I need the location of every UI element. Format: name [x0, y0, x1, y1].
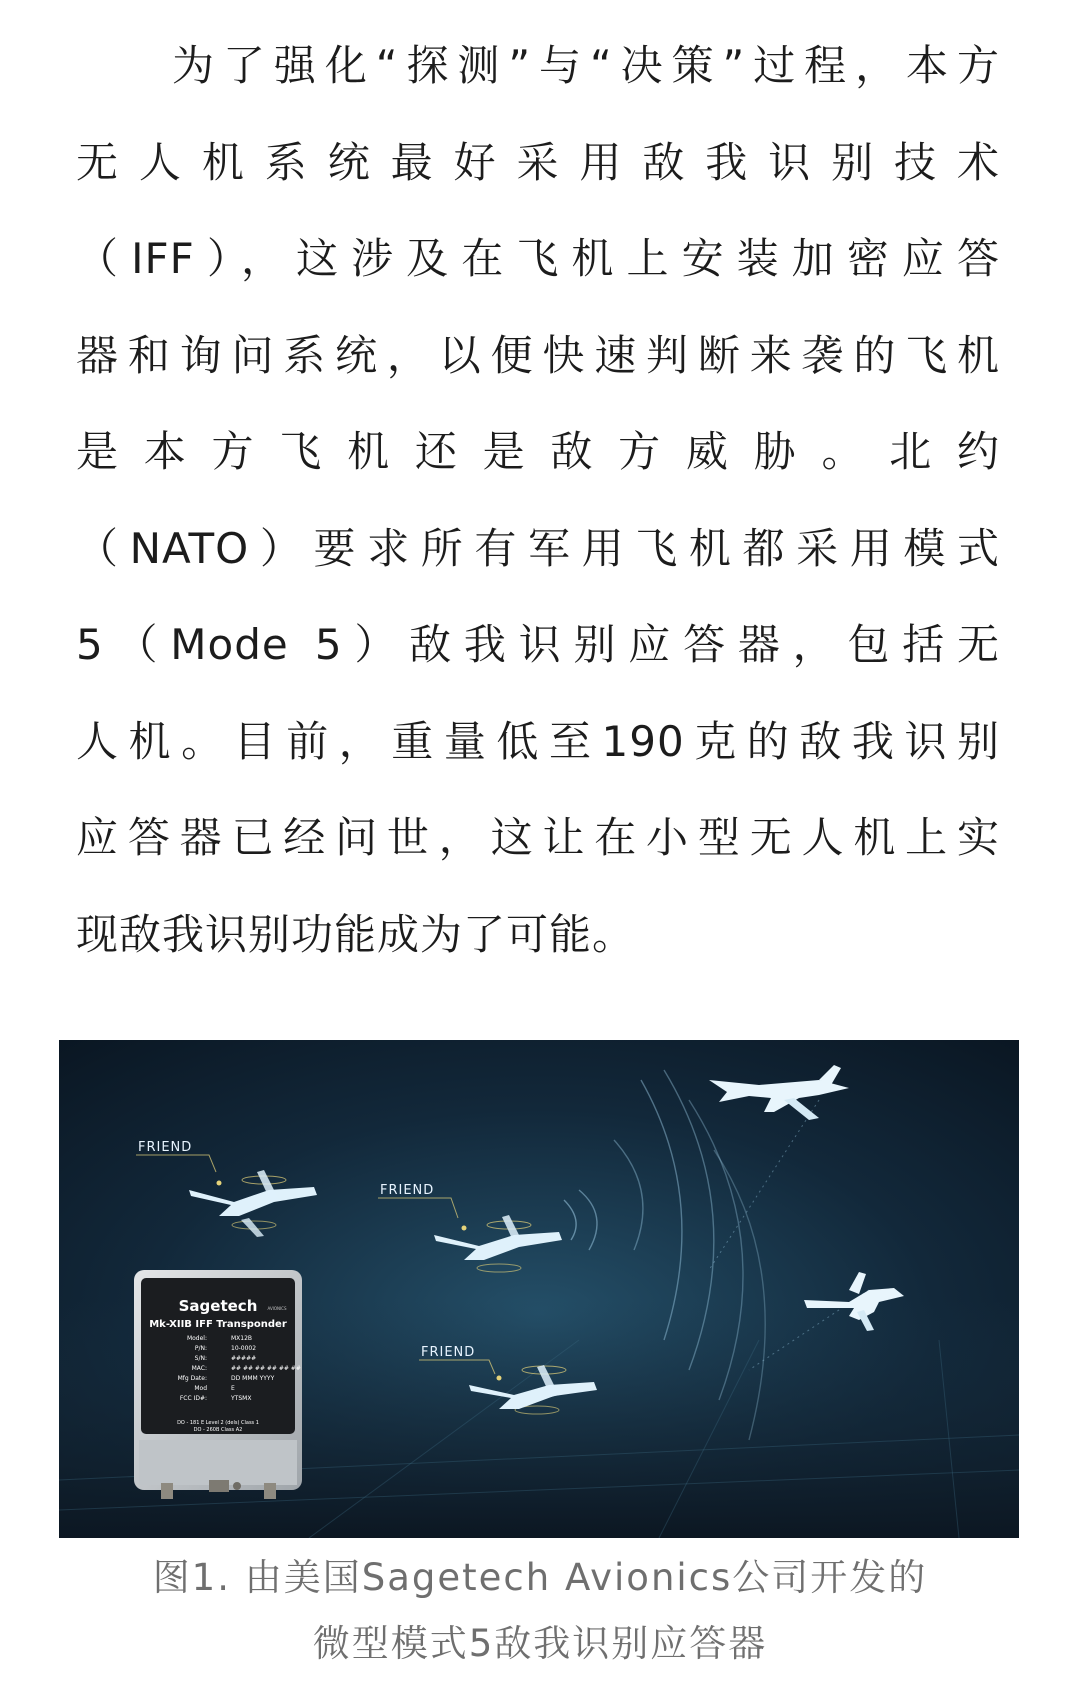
paragraph-line: 为了强化“探测”与“决策”过程，本方 — [172, 41, 1000, 90]
caption-line: 微型模式5敌我识别应答器 — [312, 1622, 768, 1665]
device-spec-value: E — [231, 1385, 235, 1392]
paragraph-line: （IFF），这涉及在飞机上安装加密应答 — [76, 234, 1000, 283]
device-spec-label: Mod — [194, 1385, 207, 1392]
friend-label: FRIEND — [138, 1140, 193, 1155]
paragraph-line: 人机。目前，重量低至190克的敌我识别 — [76, 716, 1000, 766]
caption-line: 图1. 由美国Sagetech Avionics公司开发的 — [152, 1556, 928, 1599]
device-footer-line: DO - 260B Class A2 — [193, 1427, 243, 1433]
device-brand-suffix: AVIONICS — [267, 1306, 287, 1311]
article-body — [76, 18, 1000, 983]
device-spec-value: ## ## ## ## ## ## — [231, 1365, 301, 1372]
device-spec-value: YTSMX — [231, 1395, 252, 1402]
friend-label: FRIEND — [421, 1345, 476, 1360]
device-footer-line: DO - 181 E Level 2 (dels) Class 1 — [177, 1420, 259, 1426]
paragraph-line: 器和询问系统，以便快速判断来袭的飞机 — [76, 330, 1000, 380]
device-brand: Sagetech — [178, 1297, 258, 1315]
device-spec-label: Mfg Date: — [177, 1375, 207, 1382]
iff-illustration — [59, 1040, 1019, 1538]
device-spec-value: ##### — [231, 1355, 257, 1362]
friend-label: FRIEND — [380, 1183, 435, 1198]
device-spec-value: 10-0002 — [231, 1345, 257, 1352]
device-spec-label: Model: — [186, 1335, 207, 1342]
device-spec-value: MX12B — [231, 1335, 253, 1342]
iff-transponder-device — [134, 1270, 302, 1499]
paragraph-line: 无人机系统最好采用敌我识别技术 — [76, 137, 1000, 187]
paragraph-line: （NATO）要求所有军用飞机都采用模式 — [76, 523, 1000, 573]
device-spec-label: FCC ID#: — [179, 1395, 207, 1402]
paragraph-line: 现敌我识别功能成为了可能。 — [76, 909, 636, 959]
device-spec-label: P/N: — [194, 1345, 207, 1352]
paragraph-line: 5（Mode 5）敌我识别应答器，包括无 — [76, 620, 1000, 669]
paragraph-line: 是本方飞机还是敌方威胁。北约 — [76, 427, 1000, 476]
figure-image — [59, 1040, 1019, 1538]
device-spec-label: MAC: — [191, 1365, 207, 1372]
device-spec-value: DD MMM YYYY — [231, 1375, 275, 1382]
paragraph-line: 应答器已经问世，这让在小型无人机上实 — [76, 813, 1000, 862]
device-model: Mk-XIIB IFF Transponder — [149, 1319, 287, 1330]
figure-caption — [0, 1545, 1080, 1677]
device-spec-label: S/N: — [194, 1355, 207, 1362]
